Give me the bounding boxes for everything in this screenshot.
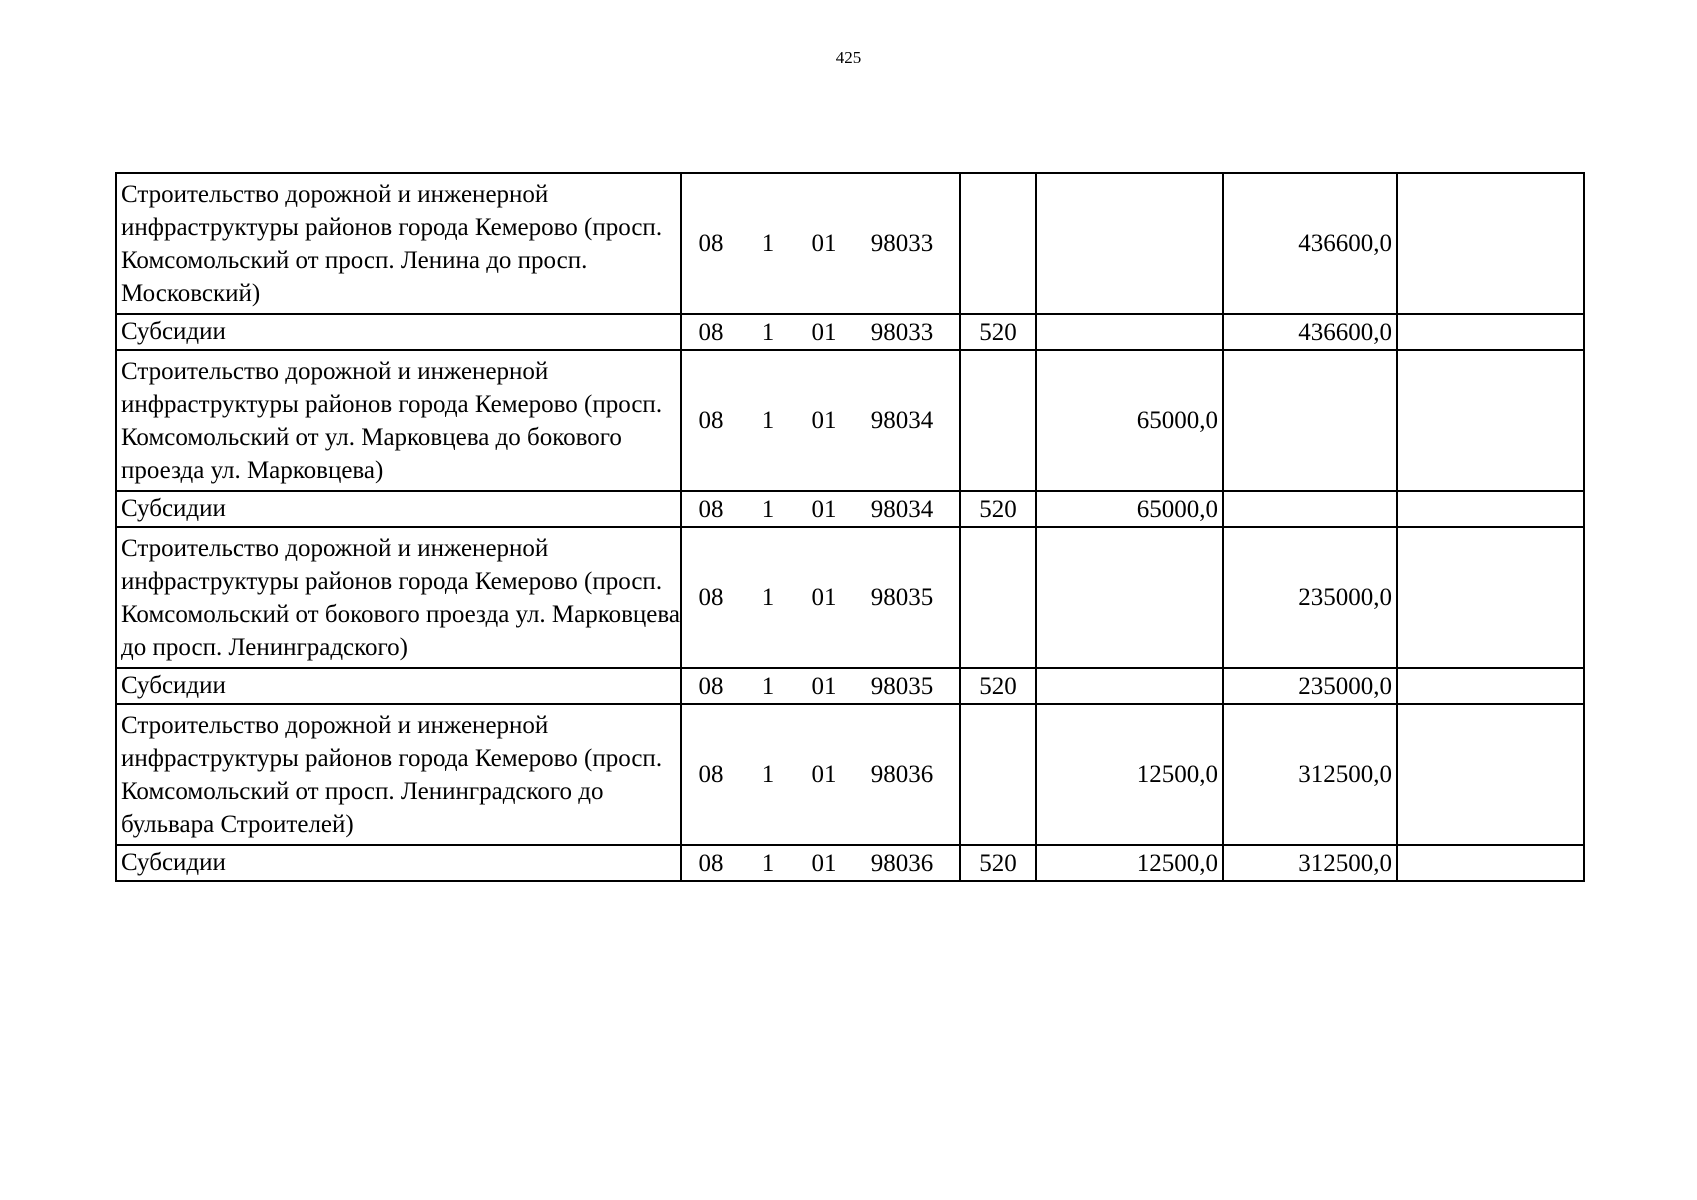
row-codes <box>681 668 960 704</box>
amount-col-1 <box>1036 314 1223 350</box>
expense-type-code <box>960 527 1036 668</box>
code-program: 1 <box>761 407 775 434</box>
expense-type-code: 520 <box>960 668 1036 704</box>
table-row <box>116 173 1584 314</box>
code-section: 08 <box>698 849 724 877</box>
code-direction: 98034 <box>870 407 934 434</box>
amount-col-3 <box>1397 668 1584 704</box>
row-name: Субсидии <box>116 668 681 704</box>
expense-type-code: 520 <box>960 314 1036 350</box>
table-body <box>116 173 1584 881</box>
code-subprogram: 01 <box>811 407 837 434</box>
amount-col-2: 436600,0 <box>1223 314 1397 350</box>
table-row <box>116 845 1584 881</box>
page-number: 425 <box>835 48 862 67</box>
row-name: Субсидии <box>116 314 681 350</box>
amount-col-1: 65000,0 <box>1036 491 1223 527</box>
code-subprogram: 01 <box>811 761 837 788</box>
row-name: Строительство дорожной и инженерной инфраструктуры районов города Кемерово (просп. Комсомольский от бокового проезда ул. Марковцева до просп. Ленинградского) <box>116 527 681 668</box>
table-row <box>116 350 1584 491</box>
expense-type-code: 520 <box>960 845 1036 881</box>
row-name: Строительство дорожной и инженерной инфраструктуры районов города Кемерово (просп. Комсомольский от просп. Ленинградского до бульвара Строителей) <box>116 704 681 845</box>
amount-col-2: 436600,0 <box>1223 173 1397 314</box>
table-row <box>116 314 1584 350</box>
code-program: 1 <box>761 849 775 877</box>
code-section: 08 <box>698 407 724 434</box>
code-program: 1 <box>761 672 775 700</box>
row-codes <box>681 527 960 668</box>
expense-type-code <box>960 704 1036 845</box>
code-section: 08 <box>698 584 724 611</box>
code-subprogram: 01 <box>811 672 837 700</box>
amount-col-1: 65000,0 <box>1036 350 1223 491</box>
code-section: 08 <box>698 318 724 346</box>
amount-col-1: 12500,0 <box>1036 704 1223 845</box>
row-codes <box>681 314 960 350</box>
code-section: 08 <box>698 230 724 257</box>
code-direction: 98033 <box>870 318 934 346</box>
row-name: Субсидии <box>116 845 681 881</box>
row-codes <box>681 350 960 491</box>
table-row <box>116 704 1584 845</box>
amount-col-1 <box>1036 668 1223 704</box>
amount-col-1 <box>1036 173 1223 314</box>
amount-col-3 <box>1397 173 1584 314</box>
code-direction: 98033 <box>870 230 934 257</box>
row-codes <box>681 845 960 881</box>
expense-type-code <box>960 350 1036 491</box>
amount-col-2 <box>1223 491 1397 527</box>
row-codes <box>681 491 960 527</box>
row-codes <box>681 704 960 845</box>
code-subprogram: 01 <box>811 849 837 877</box>
code-subprogram: 01 <box>811 318 837 346</box>
amount-col-2: 235000,0 <box>1223 527 1397 668</box>
expense-type-code <box>960 173 1036 314</box>
code-program: 1 <box>761 318 775 346</box>
amount-col-2: 312500,0 <box>1223 845 1397 881</box>
code-direction: 98034 <box>870 495 934 523</box>
code-direction: 98036 <box>870 761 934 788</box>
amount-col-2: 312500,0 <box>1223 704 1397 845</box>
amount-col-3 <box>1397 491 1584 527</box>
amount-col-1: 12500,0 <box>1036 845 1223 881</box>
table-row <box>116 491 1584 527</box>
amount-col-3 <box>1397 845 1584 881</box>
code-program: 1 <box>761 495 775 523</box>
code-subprogram: 01 <box>811 230 837 257</box>
budget-table <box>115 172 1585 882</box>
amount-col-2 <box>1223 350 1397 491</box>
code-section: 08 <box>698 672 724 700</box>
code-section: 08 <box>698 761 724 788</box>
table-row <box>116 527 1584 668</box>
row-name: Строительство дорожной и инженерной инфраструктуры районов города Кемерово (просп. Комсомольский от ул. Марковцева до бокового проезда ул. Марковцева) <box>116 350 681 491</box>
code-direction: 98035 <box>870 584 934 611</box>
amount-col-1 <box>1036 527 1223 668</box>
code-subprogram: 01 <box>811 495 837 523</box>
code-program: 1 <box>761 584 775 611</box>
expense-type-code: 520 <box>960 491 1036 527</box>
code-section: 08 <box>698 495 724 523</box>
amount-col-3 <box>1397 527 1584 668</box>
amount-col-3 <box>1397 704 1584 845</box>
row-name: Строительство дорожной и инженерной инфраструктуры районов города Кемерово (просп. Комсомольский от просп. Ленина до просп. Московский) <box>116 173 681 314</box>
table-row <box>116 668 1584 704</box>
amount-col-3 <box>1397 314 1584 350</box>
row-codes <box>681 173 960 314</box>
amount-col-3 <box>1397 350 1584 491</box>
row-name: Субсидии <box>116 491 681 527</box>
code-direction: 98035 <box>870 672 934 700</box>
code-program: 1 <box>761 230 775 257</box>
code-program: 1 <box>761 761 775 788</box>
amount-col-2: 235000,0 <box>1223 668 1397 704</box>
code-subprogram: 01 <box>811 584 837 611</box>
code-direction: 98036 <box>870 849 934 877</box>
